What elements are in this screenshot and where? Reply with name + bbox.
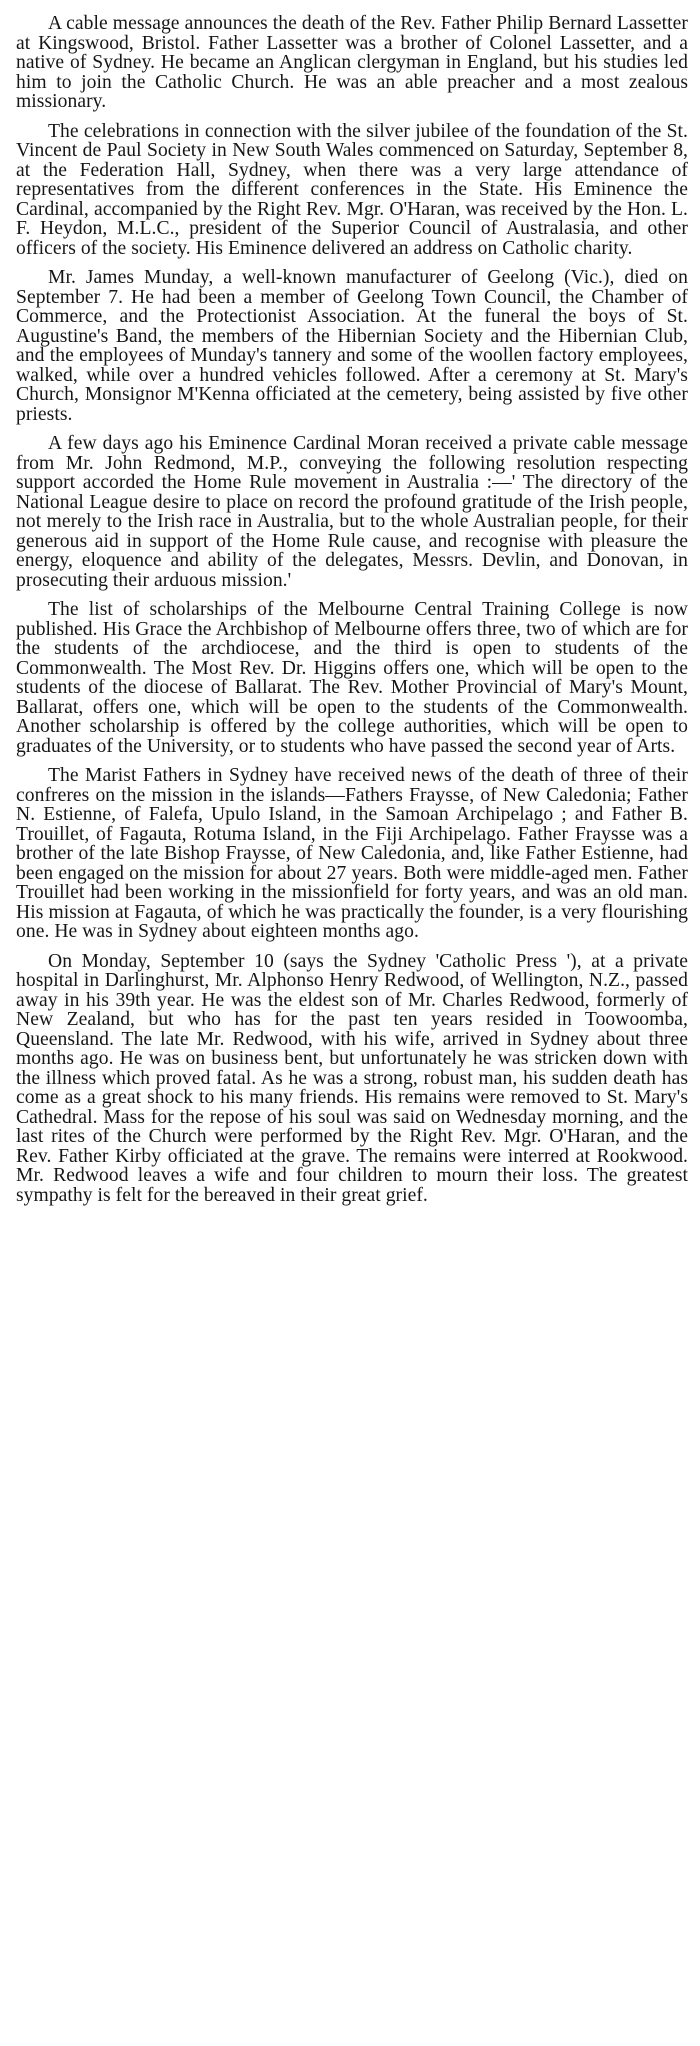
newspaper-column: [16, 14, 688, 1205]
paragraph-redwood-death: On Monday, September 10 (says the Sydney 'Catholic Press '), at a private hospital in Darlinghurst, Mr. Alphonso Henry Redwood, of Wellington, N.Z., passed away in his 39th year. He was the eldest son of Mr. Charles Redwood, formerly of New Zealand, but who has for the past ten years resided in Toowoomba, Queensland. The late Mr. Redwood, with his wife, arrived in Sydney about three months ago. He was on business bent, but unfortunately he was stricken down with the illness which proved fatal. As he was a strong, robust man, his sudden death has come as a great shock to his many friends. His remains were removed to St. Mary's Cathedral. Mass for the repose of his soul was said on Wednesday morning, and the last rites of the Church were performed by the Right Rev. Mgr. O'Haran, and the Rev. Father Kirby officiated at the grave. The remains were interred at Rookwood. Mr. Redwood leaves a wife and four children to mourn their loss. The greatest sympathy is felt for the bereaved in their great grief.: [16, 950, 688, 1206]
paragraph-home-rule-cable: A few days ago his Eminence Cardinal Moran received a private cable message from Mr. John Redmond, M.P., conveying the following resolution respecting support accorded the Home Rule movement in Australia :—' The directory of the National League desire to place on record the profound gratitude of the Irish people, not merely to the Irish race in Australia, but to the whole Australian people, for their generous aid in support of the Home Rule cause, and recognise with pleasure the energy, eloquence and ability of the delegates, Messrs. Devlin, and Donovan, in prosecuting their arduous mission.': [16, 433, 688, 591]
paragraph-marist-fathers: The Marist Fathers in Sydney have received news of the death of three of their confreres on the mission in the islands—Fathers Fraysse, of New Caledonia; Father N. Estienne, of Falefa, Upulo Island, in the Samoan Archipelago ; and Father B. Trouillet, of Fagauta, Rotuma Island, in the Fiji Archipelago. Father Fraysse was a brother of the late Bishop Fraysse, of New Caledonia, and, like Father Estienne, had been engaged on the mission for about 27 years. Both were middle-aged men. Father Trouillet had been working in the missionfield for forty years, and was an old man. His mission at Fagauta, of which he was practically the founder, is a very flourishing one. He was in Sydney about eighteen months ago.: [16, 765, 688, 942]
paragraph-scholarships: The list of scholarships of the Melbourne Central Training College is now published. His Grace the Archbishop of Melbourne offers three, two of which are for the students of the archdiocese, and the third is open to students of the Commonwealth. The Most Rev. Dr. Higgins offers one, which will be open to the students of the diocese of Ballarat. The Rev. Mother Provincial of Mary's Mount, Ballarat, offers one, which will be open to the students of the Commonwealth. Another scholarship is offered by the college authorities, which will be open to graduates of the University, or to students who have passed the second year of Arts.: [16, 599, 688, 757]
paragraph-lassetter-death: A cable message announces the death of the Rev. Father Philip Bernard Lassetter at Kingswood, Bristol. Father Lassetter was a brother of Colonel Lassetter, and a native of Sydney. He became an Anglican clergyman in England, but his studies led him to join the Catholic Church. He was an able preacher and a most zealous missionary.: [16, 13, 688, 112]
paragraph-st-vincent-de-paul-jubilee: The celebrations in connection with the silver jubilee of the foundation of the St. Vincent de Paul Society in New South Wales commenced on Saturday, September 8, at the Federation Hall, Sydney, when there was a very large attendance of representatives from the different conferences in the State. His Eminence the Cardinal, accompanied by the Right Rev. Mgr. O'Haran, was received by the Hon. L. F. Heydon, M.L.C., president of the Superior Council of Australasia, and other officers of the society. His Eminence delivered an address on Catholic charity.: [16, 120, 688, 259]
paragraph-james-munday-death: Mr. James Munday, a well-known manufacturer of Geelong (Vic.), died on September 7. He had been a member of Geelong Town Council, the Chamber of Commerce, and the Protectionist Association. At the funeral the boys of St. Augustine's Band, the members of the Hibernian Society and the Hibernian Club, and the employees of Munday's tannery and some of the woollen factory employees, walked, while over a hundred vehicles followed. After a ceremony at St. Mary's Church, Monsignor M'Kenna officiated at the cemetery, being assisted by five other priests.: [16, 267, 688, 425]
